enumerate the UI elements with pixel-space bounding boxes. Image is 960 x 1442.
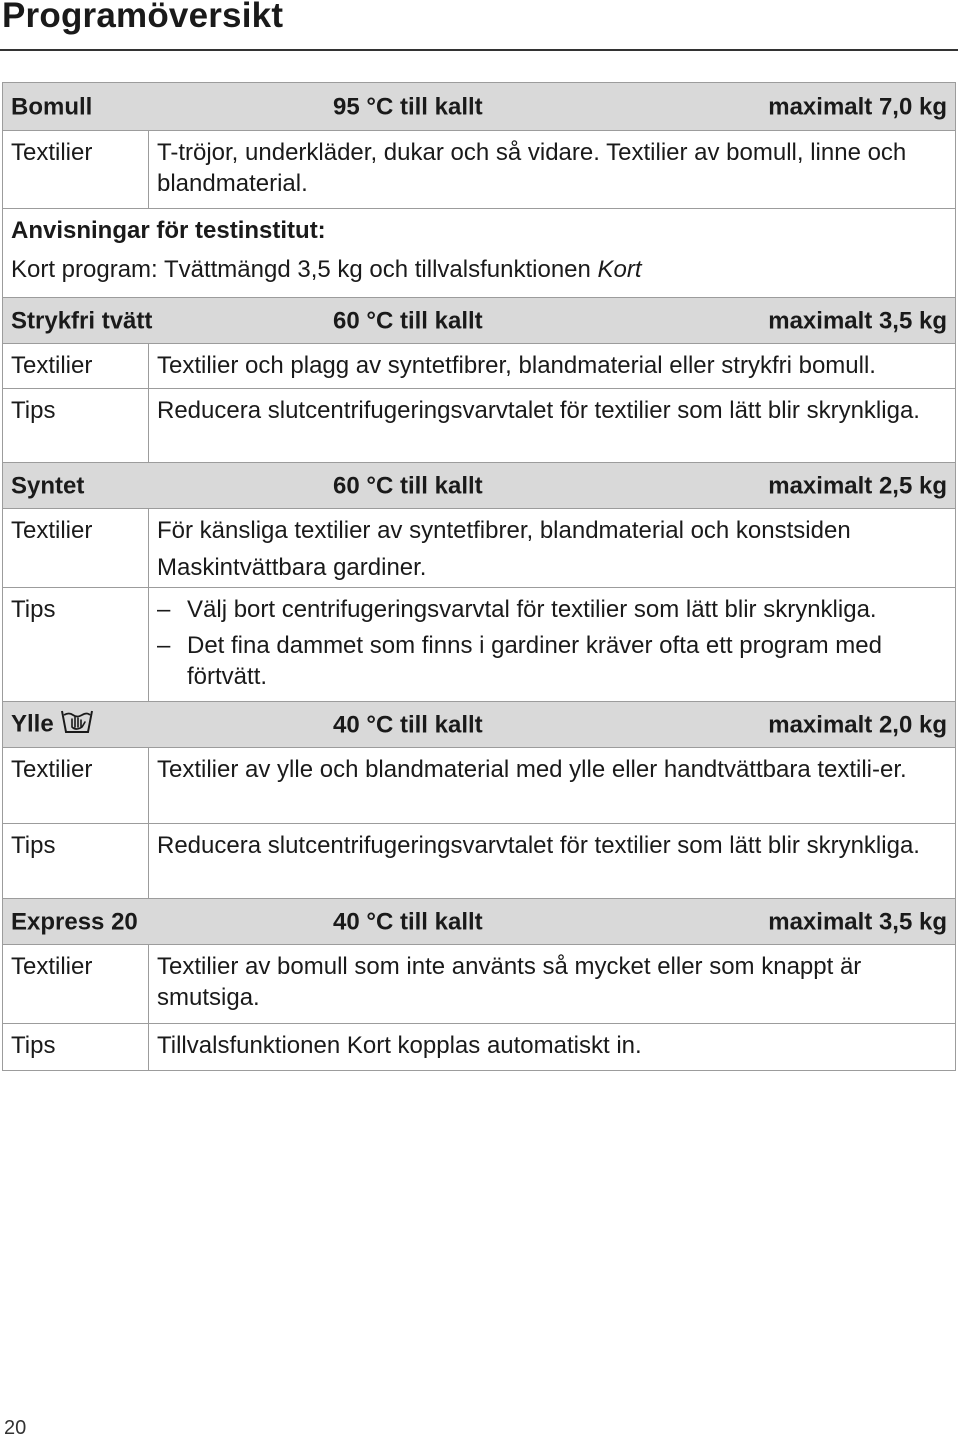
title-divider bbox=[0, 49, 958, 51]
program-row bbox=[3, 344, 956, 389]
tips-list bbox=[157, 594, 947, 692]
program-row bbox=[3, 131, 956, 209]
program-name-wrap bbox=[11, 707, 94, 743]
row-text: För känsliga textilier av syntetfibrer, blandmaterial och konstsiden bbox=[157, 517, 851, 544]
program-temperature: 95 °C till kallt bbox=[333, 93, 483, 120]
program-name: Express 20 bbox=[11, 908, 138, 935]
row-text: Tillvalsfunktionen Kort kopplas automatiskt in. bbox=[149, 1024, 956, 1071]
row-text-extra: Maskintvättbara gardiner. bbox=[157, 554, 427, 581]
row-text-block bbox=[149, 509, 956, 588]
program-name: Bomull bbox=[11, 93, 93, 120]
row-text: Textilier och plagg av syntetfibrer, blandmaterial eller strykfri bomull. bbox=[149, 344, 956, 389]
row-label: Tips bbox=[3, 1024, 149, 1071]
tips-list-cell bbox=[149, 588, 956, 702]
row-label: Textilier bbox=[3, 344, 149, 389]
program-max-load: maximalt 3,5 kg bbox=[768, 307, 947, 334]
row-text: Textilier av bomull som inte använts så mycket eller som knappt är smutsiga. bbox=[149, 945, 956, 1024]
program-row bbox=[3, 945, 956, 1024]
row-text: T-tröjor, underkläder, dukar och så vidare. Textilier av bomull, linne och blandmaterial. bbox=[149, 131, 956, 209]
row-label: Tips bbox=[3, 389, 149, 463]
row-label: Textilier bbox=[3, 131, 149, 209]
program-max-load: maximalt 7,0 kg bbox=[768, 93, 947, 120]
note-italic: Kort bbox=[597, 256, 642, 283]
program-temperature: 40 °C till kallt bbox=[333, 711, 483, 738]
program-name: Ylle bbox=[11, 709, 54, 737]
row-label: Textilier bbox=[3, 945, 149, 1024]
list-item: – Välj bort centrifugeringsvarvtal för textilier som lätt blir skrynkliga. bbox=[157, 594, 947, 625]
program-header-strykfri bbox=[3, 298, 956, 344]
program-header-express bbox=[3, 899, 956, 945]
page-title: Programöversikt bbox=[2, 0, 284, 35]
program-max-load: maximalt 2,0 kg bbox=[768, 711, 947, 738]
page-number: 20 bbox=[4, 1417, 27, 1439]
note-text: Kort program: Tvättmängd 3,5 kg och tillvalsfunktionen Kort bbox=[11, 256, 642, 283]
program-table bbox=[2, 82, 956, 1071]
row-text: Textilier av ylle och blandmaterial med ylle eller handtvättbara textili-er. bbox=[149, 748, 956, 824]
row-label: Textilier bbox=[3, 509, 149, 588]
program-max-load: maximalt 2,5 kg bbox=[768, 472, 947, 499]
program-row bbox=[3, 588, 956, 702]
program-temperature: 60 °C till kallt bbox=[333, 472, 483, 499]
row-label: Tips bbox=[3, 588, 149, 702]
row-text: Reducera slutcentrifugeringsvarvtalet för textilier som lätt blir skrynkliga. bbox=[149, 389, 956, 463]
note-heading: Anvisningar för testinstitut: bbox=[11, 217, 326, 244]
program-name: Syntet bbox=[11, 472, 85, 499]
program-row bbox=[3, 824, 956, 899]
program-name: Strykfri tvätt bbox=[11, 307, 153, 334]
program-row bbox=[3, 389, 956, 463]
program-header-ylle bbox=[3, 702, 956, 748]
test-institute-note bbox=[3, 209, 956, 298]
row-label: Tips bbox=[3, 824, 149, 899]
program-temperature: 40 °C till kallt bbox=[333, 908, 483, 935]
program-temperature: 60 °C till kallt bbox=[333, 307, 483, 334]
program-max-load: maximalt 3,5 kg bbox=[768, 908, 947, 935]
program-header-syntet bbox=[3, 463, 956, 509]
list-item: – Det fina dammet som finns i gardiner kräver ofta ett program med förtvätt. bbox=[157, 630, 947, 692]
row-text: Reducera slutcentrifugeringsvarvtalet för textilier som lätt blir skrynkliga. bbox=[149, 824, 956, 899]
handwash-icon bbox=[60, 707, 94, 743]
program-header-bomull bbox=[3, 83, 956, 131]
program-row bbox=[3, 509, 956, 588]
row-label: Textilier bbox=[3, 748, 149, 824]
program-row bbox=[3, 1024, 956, 1071]
program-row bbox=[3, 748, 956, 824]
